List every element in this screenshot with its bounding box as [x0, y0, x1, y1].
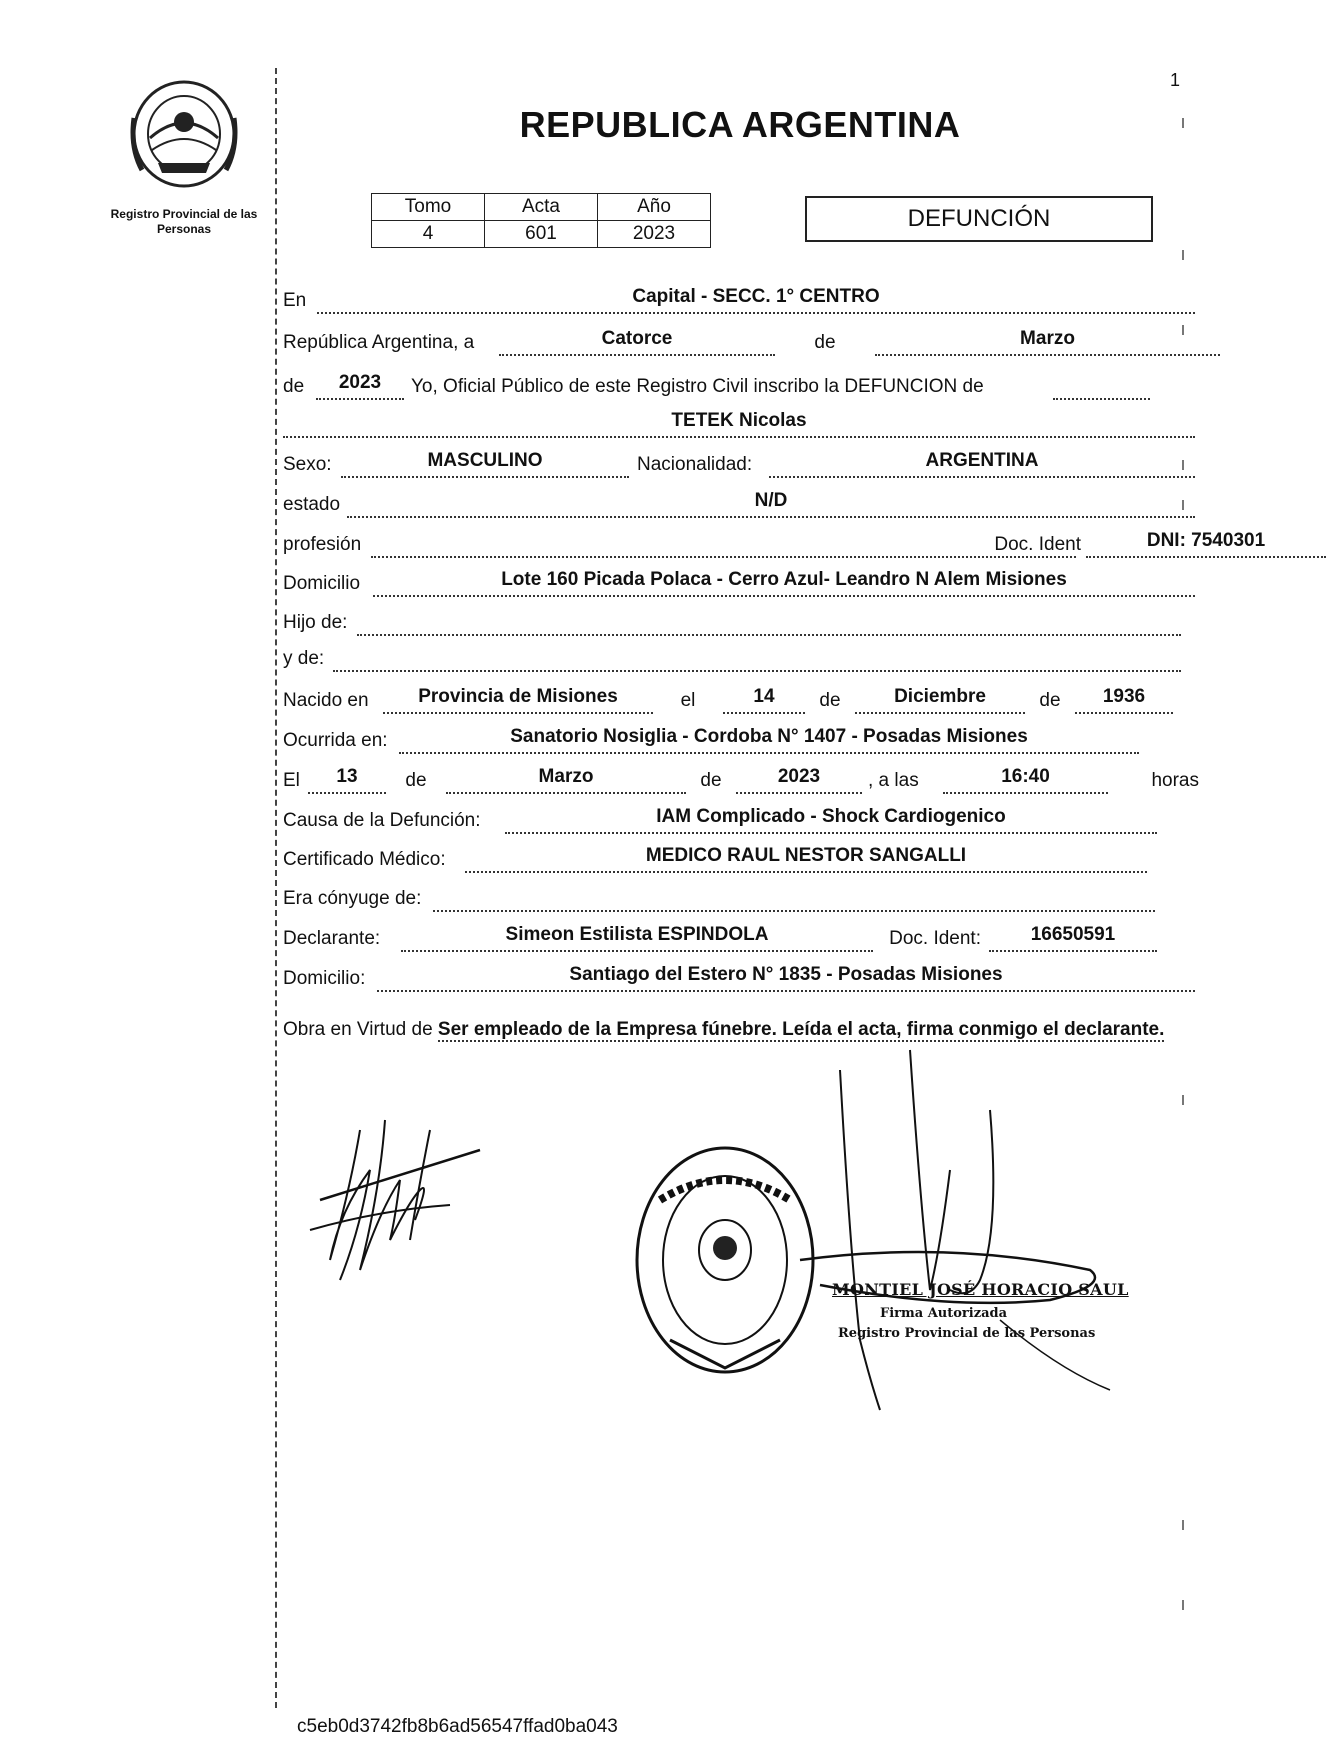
anio-prefix: de: [283, 376, 305, 397]
row-yde: [283, 642, 1195, 672]
official-role: Firma Autorizada: [880, 1306, 1008, 1321]
anio-field: [316, 368, 404, 400]
official-name: MONTIEL JOSÉ HORACIO SAUL: [832, 1280, 1129, 1299]
estado-label: estado: [283, 494, 341, 515]
domicilio-label: Domicilio: [283, 573, 361, 594]
row-nombre: [283, 408, 1195, 438]
doc-field: [1086, 526, 1326, 558]
hijo-field: [357, 604, 1181, 636]
sexo-field: [341, 446, 629, 478]
row-fecha-inscripcion: [283, 326, 1195, 356]
fal-de1-label: de: [405, 770, 427, 791]
fal-dia-value: 13: [336, 766, 358, 787]
domicilio2-value: Santiago del Estero N° 1835 - Posadas Misiones: [569, 964, 1003, 985]
el2-label: El: [283, 770, 300, 791]
nac-dia-field: [723, 682, 805, 714]
domicilio2-field: [377, 960, 1195, 992]
en-label: En: [283, 290, 307, 311]
meta-value-tomo: 4: [372, 221, 485, 248]
certificado-label: Certificado Médico:: [283, 849, 446, 870]
hijo-label: Hijo de:: [283, 612, 348, 633]
province-seal-logo: [128, 78, 240, 190]
anio-value: 2023: [338, 372, 382, 393]
declarante-label: Declarante:: [283, 928, 381, 949]
doc-label: Doc. Ident: [811, 534, 1081, 556]
nacionalidad-field: [769, 446, 1195, 478]
nac-anio-field: [1075, 682, 1173, 714]
yde-label: y de:: [283, 648, 325, 669]
dia-field: [499, 324, 775, 356]
declarante-value: Simeon Estilista ESPINDOLA: [505, 924, 769, 945]
official-office: Registro Provincial de las Personas: [838, 1326, 1096, 1341]
row-nacimiento: [283, 684, 1195, 714]
row-domicilio: [283, 567, 1195, 597]
fal-mes-field: [446, 762, 686, 794]
doc2-field: [989, 920, 1157, 952]
record-type-box: DEFUNCIÓN: [805, 196, 1153, 242]
nacido-value: Provincia de Misiones: [418, 686, 618, 707]
margin-tick: [1182, 325, 1184, 335]
left-margin-line: [275, 68, 277, 1708]
causa-value: IAM Complicado - Shock Cardiogenico: [656, 806, 1006, 827]
nacido-field: [383, 682, 653, 714]
hora-value: 16:40: [1001, 766, 1050, 787]
meta-header-tomo: Tomo: [372, 194, 485, 221]
meta-value-acta: 601: [485, 221, 598, 248]
row-certificado: [283, 843, 1195, 873]
fal-anio-field: [736, 762, 862, 794]
de-label: de: [814, 332, 836, 353]
row-declarante: [283, 922, 1195, 952]
nombre-field: [283, 406, 1195, 438]
domicilio-field: [373, 565, 1195, 597]
nac-mes-field: [855, 682, 1025, 714]
fal-dia-field: [308, 762, 386, 794]
obra-value: Ser empleado de la Empresa fúnebre. Leída el acta, firma conmigo el declarante.: [437, 1019, 1165, 1040]
ocurrida-label: Ocurrida en:: [283, 730, 388, 751]
row-domicilio-declarante: [283, 962, 1195, 992]
fal-anio-value: 2023: [777, 766, 821, 787]
nacionalidad-label: Nacionalidad:: [637, 454, 753, 475]
mes-field: [875, 324, 1220, 356]
meta-value-anio: 2023: [598, 221, 711, 248]
official-signature: [800, 1050, 1130, 1410]
conyuge-field: [433, 880, 1155, 912]
yde-field: [333, 640, 1181, 672]
margin-tick: [1182, 250, 1184, 260]
page-number: 1: [1170, 70, 1181, 90]
meta-header-acta: Acta: [485, 194, 598, 221]
causa-label: Causa de la Defunción:: [283, 810, 481, 831]
republica-label: República Argentina, a: [283, 332, 475, 353]
nac-mes-value: Diciembre: [894, 686, 986, 707]
profesion-label: profesión: [283, 534, 362, 555]
domicilio-value: Lote 160 Picada Polaca - Cerro Azul- Leandro N Alem Misiones: [501, 569, 1067, 590]
nacido-label: Nacido en: [283, 690, 369, 711]
row-ocurrida: [283, 724, 1195, 754]
record-meta-table: [371, 193, 711, 248]
nombre-value: TETEK Nicolas: [671, 410, 807, 431]
margin-tick: [1182, 1600, 1184, 1610]
margin-tick: [1182, 500, 1184, 510]
nac-dia-value: 14: [753, 686, 775, 707]
official-stamp: [630, 1140, 820, 1380]
estado-field: [347, 486, 1195, 518]
row-conyuge: [283, 882, 1195, 912]
dia-value: Catorce: [601, 328, 673, 349]
alas-label: , a las: [868, 770, 919, 791]
registry-name: Registro Provincial de las Personas: [110, 207, 258, 236]
nac-de1-label: de: [819, 690, 841, 711]
obra-paragraph: [283, 1013, 1193, 1046]
horas-label: horas: [1151, 770, 1199, 791]
document-hash: c5eb0d3742fb8b6ad56547ffad0ba043: [297, 1716, 618, 1737]
row-anio: [283, 370, 1195, 400]
margin-tick: [1182, 1095, 1184, 1105]
margin-tick: [1182, 118, 1184, 128]
declarante-field: [401, 920, 873, 952]
en-value: Capital - SECC. 1° CENTRO: [632, 286, 880, 307]
row-en: [283, 284, 1195, 314]
nacionalidad-value: ARGENTINA: [925, 450, 1039, 471]
ocurrida-field: [399, 722, 1139, 754]
ocurrida-value: Sanatorio Nosiglia - Cordoba N° 1407 - Posadas Misiones: [510, 726, 1028, 747]
row-causa: [283, 804, 1195, 834]
document-title: REPUBLICA ARGENTINA: [519, 104, 961, 145]
row-profesion: [283, 528, 1266, 558]
margin-tick: [1182, 1520, 1184, 1530]
fal-mes-value: Marzo: [538, 766, 594, 787]
causa-field: [505, 802, 1157, 834]
doc2-value: 16650591: [1030, 924, 1116, 945]
row-fallecimiento: [283, 764, 1199, 794]
conyuge-label: Era cónyuge de:: [283, 888, 422, 909]
sexo-value: MASCULINO: [427, 450, 543, 471]
doc-value: DNI: 7540301: [1146, 530, 1266, 551]
doc2-label: Doc. Ident:: [889, 928, 981, 949]
meta-header-anio: Año: [598, 194, 711, 221]
margin-tick: [1182, 460, 1184, 470]
el-label: el: [680, 690, 696, 711]
row-sexo: [283, 448, 1195, 478]
sexo-label: Sexo:: [283, 454, 332, 475]
en-field: [317, 282, 1195, 314]
hora-field: [943, 762, 1108, 794]
estado-value: N/D: [754, 490, 788, 511]
row-estado: [283, 488, 1195, 518]
declarant-signature: [300, 1110, 500, 1310]
row-hijo: [283, 606, 1195, 636]
fal-de2-label: de: [700, 770, 722, 791]
obra-label: Obra en Virtud de: [283, 1019, 433, 1040]
mes-value: Marzo: [1020, 328, 1075, 349]
certificado-value: MEDICO RAUL NESTOR SANGALLI: [645, 845, 967, 866]
yo-text: Yo, Oficial Público de este Registro Civil inscribo la DEFUNCION de: [411, 376, 984, 397]
nac-de2-label: de: [1039, 690, 1061, 711]
domicilio2-label: Domicilio:: [283, 968, 366, 989]
yo-trailing-field: [1053, 368, 1150, 400]
nac-anio-value: 1936: [1102, 686, 1146, 707]
certificado-field: [465, 841, 1147, 873]
